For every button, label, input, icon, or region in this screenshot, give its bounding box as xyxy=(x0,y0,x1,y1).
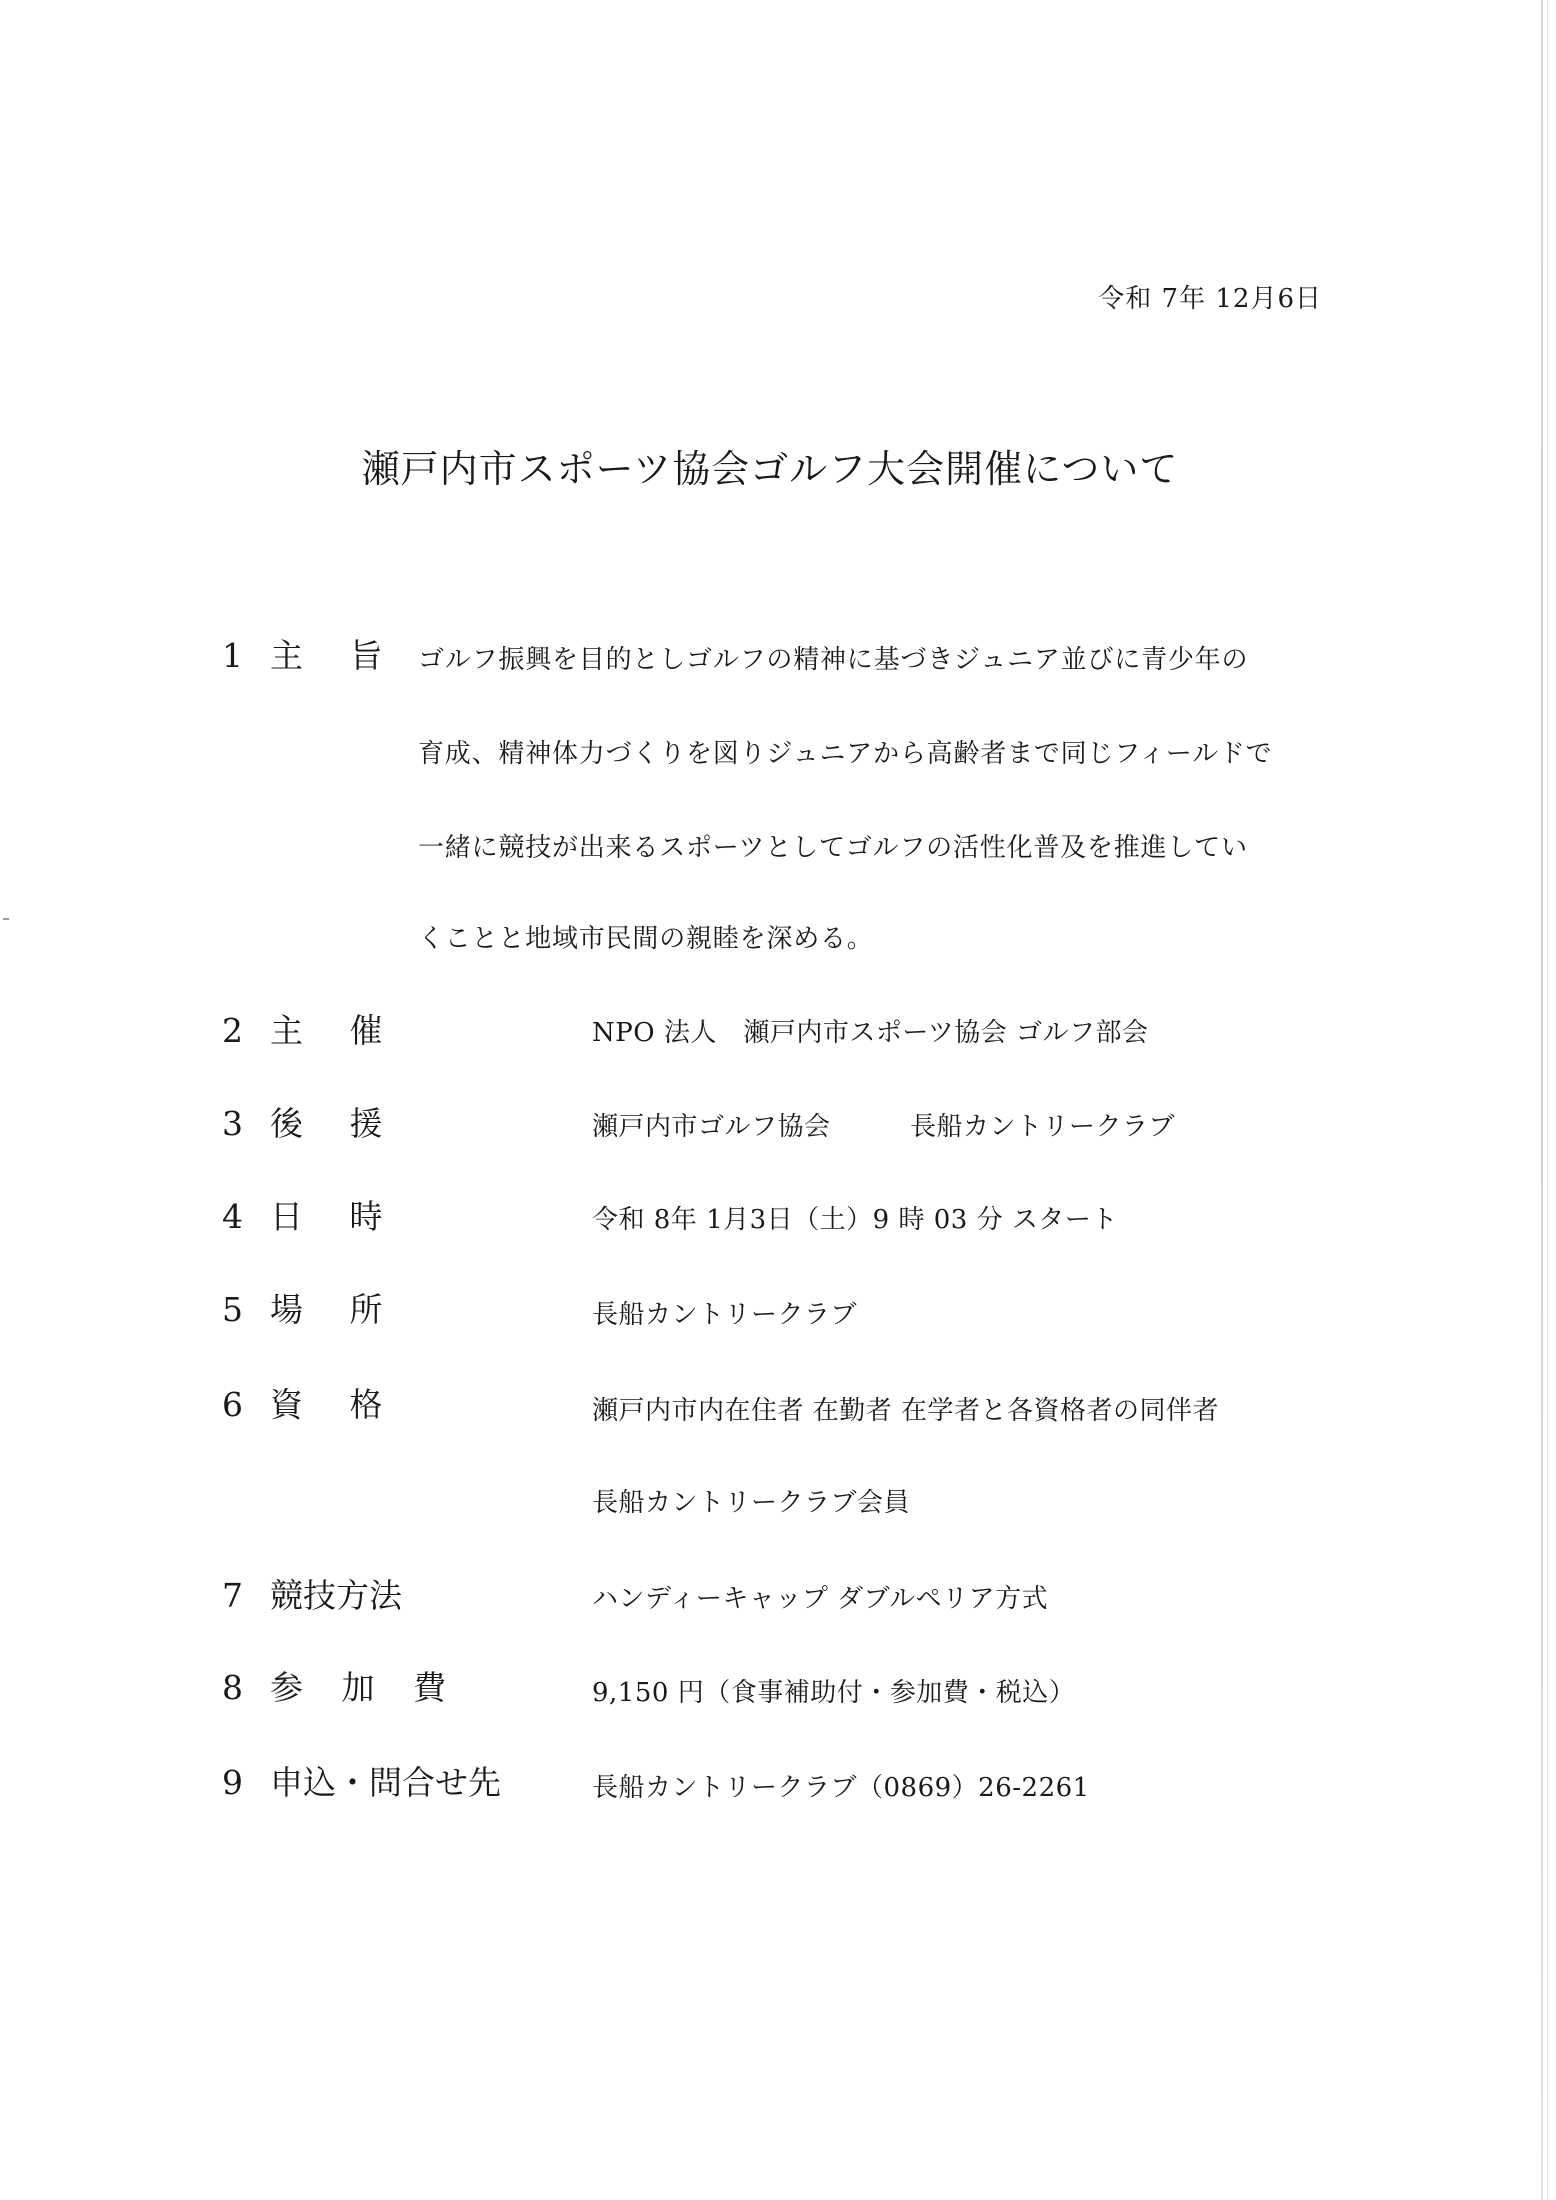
scan-edge-line xyxy=(1541,0,1543,2200)
item-label: 日 時 xyxy=(270,1197,401,1236)
item-number: 6 xyxy=(222,1385,243,1424)
purpose-line: ゴルフ振興を目的としゴルフの精神に基づきジュニア並びに青少年の xyxy=(418,645,1249,675)
eligibility-value: 瀬戸内市内在住者 在勤者 在学者と各資格者の同伴者 xyxy=(592,1396,1220,1426)
item-eligibility xyxy=(222,1379,401,1426)
scan-mark xyxy=(3,918,9,920)
item-number: 3 xyxy=(222,1104,243,1143)
contact-value: 長船カントリークラブ（0869）26-2261 xyxy=(592,1773,1090,1803)
item-label: 主 旨 xyxy=(270,636,401,675)
item-label: 主 催 xyxy=(270,1011,401,1050)
scan-edge-line xyxy=(1547,0,1548,2200)
item-label: 競技方法 xyxy=(270,1576,402,1615)
item-number: 9 xyxy=(222,1763,243,1802)
item-number: 7 xyxy=(222,1576,243,1615)
item-sponsor xyxy=(222,1098,401,1145)
item-label: 参 加 費 xyxy=(270,1668,460,1707)
item-number: 4 xyxy=(222,1197,243,1236)
purpose-line: 一緒に競技が出来るスポーツとしてゴルフの活性化普及を推進してい xyxy=(418,833,1248,863)
item-label: 資 格 xyxy=(270,1385,401,1424)
item-number: 1 xyxy=(222,636,243,675)
item-organizer xyxy=(222,1005,401,1052)
eligibility-value: 長船カントリークラブ会員 xyxy=(592,1488,911,1518)
purpose-line: 育成、精神体力づくりを図りジュニアから高齢者まで同じフィールドで xyxy=(418,739,1273,769)
item-contact xyxy=(222,1757,501,1804)
item-number: 5 xyxy=(222,1290,243,1329)
item-number: 8 xyxy=(222,1668,243,1707)
item-label: 申込・問合せ先 xyxy=(270,1763,501,1802)
document-title: 瀬戸内市スポーツ協会ゴルフ大会開催について xyxy=(361,447,1179,491)
method-value: ハンディーキャップ ダブルペリア方式 xyxy=(592,1584,1049,1614)
item-label: 場 所 xyxy=(270,1290,401,1329)
purpose-line: くことと地域市民間の親睦を深める。 xyxy=(418,924,874,954)
item-fee xyxy=(222,1662,460,1709)
sponsor-value: 瀬戸内市ゴルフ協会 長船カントリークラブ xyxy=(592,1112,1176,1142)
item-method xyxy=(222,1570,402,1617)
place-value: 長船カントリークラブ xyxy=(592,1300,858,1330)
item-label: 後 援 xyxy=(270,1104,401,1143)
datetime-value: 令和 8年 1月3日（土）9 時 03 分 スタート xyxy=(592,1205,1118,1235)
fee-value: 9,150 円（食事補助付・参加費・税込） xyxy=(592,1678,1076,1708)
item-datetime xyxy=(222,1191,401,1238)
item-number: 2 xyxy=(222,1011,243,1050)
document-date: 令和 7年 12月6日 xyxy=(1098,284,1322,314)
organizer-value: NPO 法人 瀬戸内市スポーツ協会 ゴルフ部会 xyxy=(592,1018,1149,1048)
item-place xyxy=(222,1284,401,1331)
item-purpose xyxy=(222,630,401,677)
